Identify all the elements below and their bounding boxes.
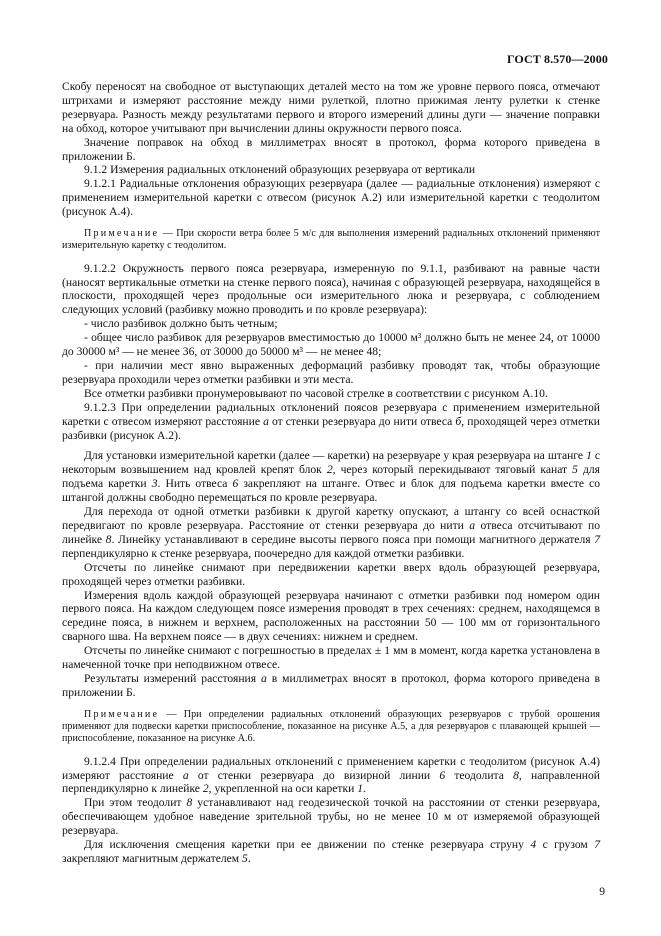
variable: 1 [357,782,363,796]
paragraph [62,755,600,797]
paragraph [62,796,600,838]
text-run: от стенки резервуара до визирной линии [188,768,440,782]
variable: 5 [242,851,248,865]
page-body [62,80,600,866]
text-run: в миллиметрах вносят в протокол, форма которого приведена в приложении Б. [62,671,600,699]
text-run: , проходящей через отметки разбивки (рисунок А.2). [62,414,600,442]
text-run: перпендикулярно к стенке резервуара, поочередно для каждой отметки разбивки. [62,546,465,560]
variable: 5 [572,463,578,477]
paragraph: Измерения вдоль каждой образующей резервуара начинают с отметки разбивки под номером один первого пояса. На каждом следующем поясе измерения проводят в трех сечениях: среднем, находящемся в середине пояса, в нижнем и верхнем, расположенных на расстоянии 50 — 100 мм от горизонтального сварного шва. На верхнем поясе — в двух сечениях: нижнем и среднем. [62,588,600,644]
variable: 3 [151,477,158,491]
list-item: - общее число разбивок для резервуаров вместимостью до 10000 м³ должно быть не менее 24, от 10000 до 30000 м³ — не менее 36, от 30000 до 50000 м³ — не менее 48; [62,331,600,359]
document-code: ГОСТ 8.570—2000 [507,52,608,66]
variable: б [455,414,462,428]
text-run: . [247,851,251,865]
text-run: с некоторым возвышением над кровлей крепят блок [62,449,600,477]
list-item: - число разбивок должно быть четным; [84,317,278,331]
text-run: отвеса отсчитывают по линейке [62,518,600,546]
page-number: 9 [599,885,605,898]
text-run: , через который перекидывают тяговый канат [332,463,573,477]
paragraph: Скобу переносят на свободное от выступающих деталей место на том же уровне первого пояса, отмечают штрихами и измеряют расстояние между ними рулеткой, плотно прижимая ленту рулетки к стенке резервуара. Разность между результатами первого и второго измерений длины дуги — значение поправки на обход, которое учитывают при вычислении длины окружности первого пояса. [62,80,600,135]
paragraph [62,672,600,700]
variable: 2 [202,782,209,796]
variable: а [182,768,189,782]
variable: 7 [594,532,600,546]
text-run: . Линейку устанавливают в середине высоты первого пояса при помощи магнитного держателя [111,532,595,546]
text-run: закрепляют магнитным держателем [62,851,243,865]
text-run: Для перехода от одной отметки разбивки к другой каретку опускают, а штангу со всей оснасткой передвигают по кровле резервуара. Расстояние от стенки резервуара до нити [62,505,600,532]
paragraph [62,838,600,866]
section-heading: 9.1.2 Измерения радиальных отклонений образующих резервуара от вертикали [84,163,476,177]
list-item: - при наличии мест явно выраженных деформаций разбивку проводят так, чтобы образующие резервуара проходили через отметки разбивки и эти места. [62,359,600,386]
text-run: , направленной перпендикулярно к линейке [62,768,600,796]
paragraph: Отсчеты по линейке снимают при передвижении каретки вверх вдоль образующей резервуара, проходящей через отметки разбивки. [62,560,600,588]
variable: 6 [439,768,446,782]
note [62,709,600,746]
text-run: Для исключения смещения каретки при ее движении по стенке резервуара струну [84,838,531,852]
text-run: 9.1.2.3 При определении радиальных отклонений поясов резервуара с применением измерительной каретки с отвесом измеряют расстояние [62,400,600,428]
variable: 8 [513,768,519,782]
paragraph [62,401,600,443]
variable: 8 [186,796,193,810]
paragraph: Значение поправок на обход в миллиметрах вносят в протокол, форма которого приведена в приложении Б. [62,135,600,163]
text-run: При этом теодолит [84,796,187,810]
text-run: Для установки измерительной каретки (далее — каретки) на резервуаре у края резервуара на штанге [84,449,587,463]
text-run: теодолита [445,768,514,782]
text-run: с грузом [536,838,595,852]
paragraph: Все отметки разбивки пронумеровывают по часовой стрелке в соответствии с рисунком А.10. [84,386,548,400]
text-run: устанавливают над геодезической точкой на расстоянии от стенки резервуара, обеспечивающем удобное наведение зрительной трубы, но не менее 10 м от измеряемой образующей резервуара. [62,796,600,838]
variable: 2 [326,463,333,477]
text-run: , укрепленной на оси каретки [208,782,358,796]
text-run: от стенки резервуара до нити отвеса [268,414,456,428]
variable: 1 [586,449,592,463]
text-run: . Нить отвеса [157,477,233,491]
paragraph [62,505,600,561]
variable: а [469,518,476,532]
text-run: для подъема каретки [62,463,601,491]
note-text: — При определении радиальных отклонений образующих резервуаров с трубой орошения применяют для подвески каретки приспособление, показанное на рисунке А.5, а для резервуаров с плавающей крышей — приспособление, показанное на рисунке А.6. [62,708,600,745]
paragraph: 9.1.2.1 Радиальные отклонения образующих резервуара (далее — радиальные отклонения) измеряют с применением измерительной каретки с отвесом (рисунок А.2) или измерительной каретки с теодолитом (рисунок А.4). [62,177,600,219]
paragraph [62,449,600,505]
variable: а [263,414,269,428]
text-run: Результаты измерений расстояния [84,671,262,685]
variable: 6 [232,477,239,491]
variable: 4 [530,838,537,852]
paragraph: Отсчеты по линейке снимают с погрешностью в пределах ± 1 мм в момент, когда каретка установлена в намеченной точке при неподвижном отвесе. [62,644,600,672]
text-run: 9.1.2.4 При определении радиальных отклонений с применением каретки с теодолитом (рисунок А.4) измеряют расстояние [62,754,600,782]
note-label: Примечание [84,228,160,240]
note [62,228,600,253]
variable: а [261,671,267,685]
paragraph: 9.1.2.2 Окружность первого пояса резервуара, измеренную по 9.1.1, разбивают на равные части (наносят вертикальные отметки на стенке первого пояса), начиная с образующей резервуара, находящейся в плоскости, проходящей через продольные оси измерительного люка и резервуара, с соблюдением следующих условий (разбивку можно проводить и по кровле резервуара): [62,261,600,317]
note-label: Примечание [84,708,160,720]
note-text: — При скорости ветра более 5 м/с для выполнения измерений радиальных отклонений применяют измерительную каретку с теодолитом. [62,228,600,252]
variable: 8 [105,532,112,546]
text-run: закрепляют на штанге. Отвес и блок для подъема каретки вместе со штангой должны свободно перемещаться по кровле резервуара. [62,477,600,505]
variable: 7 [594,838,600,852]
text-run: . [362,782,366,796]
